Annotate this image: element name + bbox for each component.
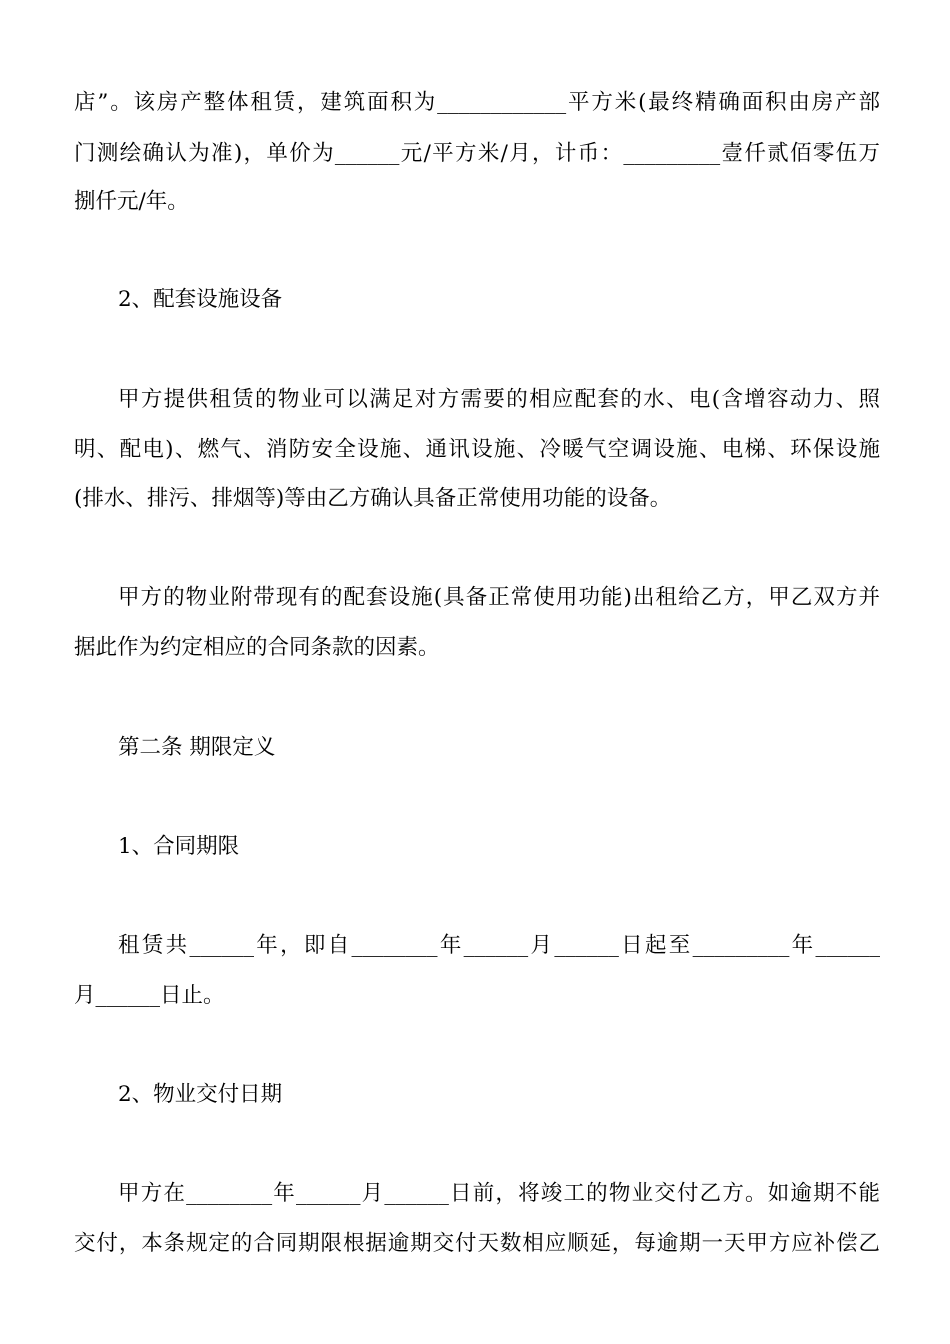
paragraph-line: 据此作为约定相应的合同条款的因素。 (74, 635, 440, 660)
paragraph-line: 门测绘确认为准)，单价为______元/平方米/月，计币：_________壹仟贰佰零伍万 (74, 141, 880, 166)
article-heading: 第二条 期限定义 (118, 735, 276, 760)
section-heading: 2、物业交付日期 (118, 1082, 283, 1107)
section-heading: 2、配套设施设备 (118, 287, 283, 312)
paragraph-line: 甲方提供租赁的物业可以满足对方需要的相应配套的水、电(含增容动力、照 (118, 387, 880, 412)
paragraph-line: 店”。该房产整体租赁，建筑面积为____________平方米(最终精确面积由房产部 (74, 90, 880, 115)
paragraph-line: 租赁共______年，即自________年______月______日起至_________年______ (118, 933, 880, 958)
paragraph-line: 交付，本条规定的合同期限根据逾期交付天数相应顺延，每逾期一天甲方应补偿乙 (74, 1231, 880, 1256)
paragraph-line: (排水、排污、排烟等)等由乙方确认具备正常使用功能的设备。 (74, 486, 672, 511)
section-heading: 1、合同期限 (118, 834, 240, 859)
paragraph-line: 月______日止。 (74, 983, 225, 1008)
paragraph-line: 甲方的物业附带现有的配套设施(具备正常使用功能)出租给乙方，甲乙双方并 (118, 585, 880, 610)
paragraph-line: 捌仟元/年。 (74, 189, 189, 214)
paragraph-line: 甲方在________年______月______日前，将竣工的物业交付乙方。如逾期不能 (118, 1181, 880, 1206)
paragraph-line: 明、配电)、燃气、消防安全设施、通讯设施、冷暖气空调设施、电梯、环保设施 (74, 437, 880, 462)
